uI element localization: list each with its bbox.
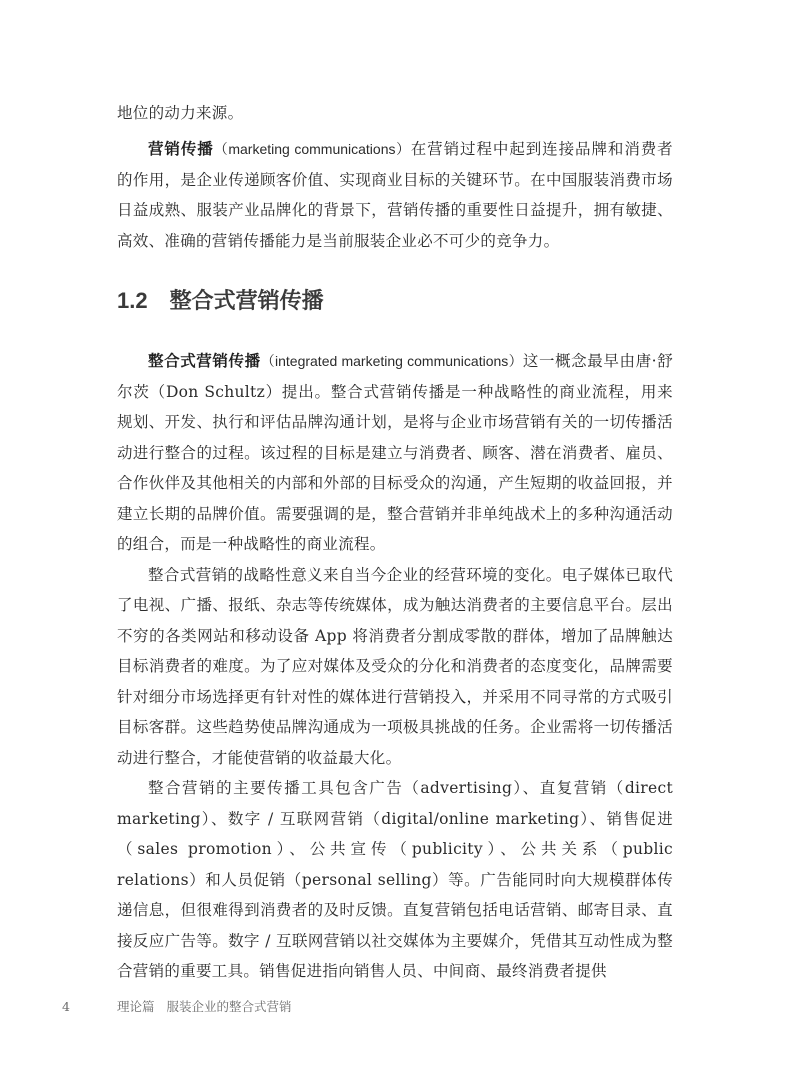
paragraph-strategic-meaning: 整合式营销的战略性意义来自当今企业的经营环境的变化。电子媒体已取代了电视、广播、报纸、杂志等传统媒体，成为触达消费者的主要信息平台。层出不穷的各类网站和移动设备 App 将消费者分割成零散的群体，增加了品牌触达目标消费者的难度。为了应对媒体及受众的分化和消费者的态度变化，品牌需要针对细分市场选择更有针对性的媒体进行营销投入，并采用不同寻常的方式吸引目标客群。这些趋势使品牌沟通成为一项极具挑战的任务。企业需将一切传播活动进行整合，才能使营销的收益最大化。 bbox=[117, 565, 673, 767]
paragraph-text: 在营销过程中起到连接品牌和消费者的作用，是企业传递顾客价值、实现商业目标的关键环节。在中国服装消费市场日益成熟、服装产业品牌化的背景下，营销传播的重要性日益提升，拥有敏捷、高效、准确的营销传播能力是当前服装企业必不可少的竞争力。 bbox=[117, 140, 673, 250]
paragraph-imc-definition bbox=[117, 346, 673, 560]
section-number: 1.2 bbox=[117, 288, 148, 313]
paragraph-continuation: 地位的动力来源。 bbox=[117, 104, 244, 122]
footer-section: 理论篇 bbox=[117, 999, 155, 1014]
paragraph-communication-tools: 整合营销的主要传播工具包含广告（advertising）、直复营销（direct marketing）、数字 / 互联网营销（digital/online marketing）、销售促进（sales promotion）、公共宣传（publicity）、公共关系（public relations）和人员促销（personal selling）等。广告能同时向大规模群体传递信息，但很难得到消费者的及时反馈。直复营销包括电话营销、邮寄目录、直接反应广告等。数字 / 互联网营销以社交媒体为主要媒介，凭借其互动性成为整合营销的重要工具。销售促进指向销售人员、中间商、最终消费者提供 bbox=[117, 779, 673, 980]
term-marketing-communications: 营销传播 bbox=[148, 139, 214, 158]
paragraph-text: 这一概念最早由唐·舒尔茨（Don Schultz）提出。整合式营销传播是一种战略性的商业流程，用来规划、开发、执行和评估品牌沟通计划，是将与企业市场营销有关的一切传播活动进行整合的过程。该过程的目标是建立与消费者、顾客、潜在消费者、雇员、合作伙伴及其他相关的内部和外部的目标受众的沟通，产生短期的收益回报，并建立长期的品牌价值。需要强调的是，整合营销并非单纯战术上的多种沟通活动的组合，而是一种战略性的商业流程。 bbox=[117, 352, 673, 553]
term-imc: 整合式营销传播 bbox=[148, 351, 261, 370]
page-number: 4 bbox=[62, 999, 70, 1014]
body-text-block-2 bbox=[117, 346, 673, 987]
footer-chapter: 服装企业的整合式营销 bbox=[166, 999, 292, 1014]
body-text-top bbox=[117, 98, 673, 129]
paragraph-marketing-communications bbox=[117, 134, 673, 256]
body-text-block-1 bbox=[117, 134, 673, 256]
section-title: 整合式营销传播 bbox=[169, 289, 324, 314]
page-footer bbox=[62, 997, 292, 1015]
term-english: （marketing communications） bbox=[213, 141, 411, 157]
section-heading bbox=[117, 284, 324, 315]
term-english: （integrated marketing communications） bbox=[260, 353, 523, 369]
